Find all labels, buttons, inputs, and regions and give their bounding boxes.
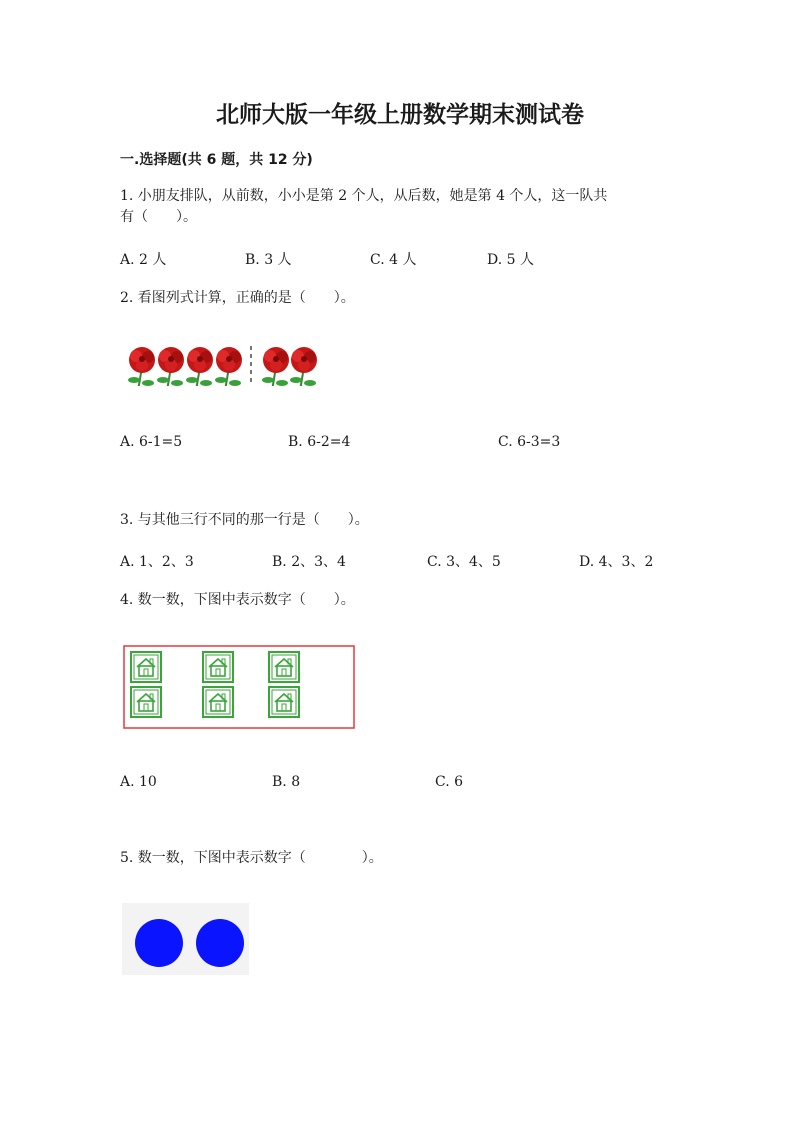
- blue-circle-icon: [196, 919, 244, 967]
- page-title: 北师大版一年级上册数学期末测试卷: [216, 102, 584, 128]
- house-icon: [269, 687, 299, 717]
- house-icon: [203, 687, 233, 717]
- question-4-option-b: B. 8: [272, 774, 301, 790]
- red-flower-icon: [215, 347, 242, 386]
- question-3-option-c: C. 3、4、5: [427, 554, 501, 570]
- question-4-text: 4. 数一数，下图中表示数字（ ）。: [120, 592, 355, 608]
- red-flower-icon: [262, 347, 289, 386]
- question-1-option-b: B. 3 人: [245, 252, 292, 268]
- question-1-option-c: C. 4 人: [370, 252, 417, 268]
- question-5-text: 5. 数一数，下图中表示数字（ ）。: [120, 850, 383, 866]
- circles-figure: [122, 903, 249, 975]
- red-flower-icon: [186, 347, 213, 386]
- red-flower-icon: [128, 347, 155, 386]
- question-1-option-a: A. 2 人: [120, 252, 167, 268]
- question-4-option-a: A. 10: [120, 774, 157, 790]
- house-icon: [269, 652, 299, 682]
- question-4-option-c: C. 6: [435, 774, 464, 790]
- flowers-figure: [122, 342, 328, 386]
- question-2-option-c: C. 6-3=3: [498, 434, 561, 450]
- houses-figure: [123, 645, 355, 729]
- question-2-option-b: B. 6-2=4: [288, 434, 351, 450]
- red-flower-icon: [290, 347, 317, 386]
- question-2-option-a: A. 6-1=5: [120, 434, 183, 450]
- question-1-option-d: D. 5 人: [487, 252, 534, 268]
- blue-circle-icon: [135, 919, 183, 967]
- red-flower-icon: [157, 347, 184, 386]
- question-3-option-d: D. 4、3、2: [579, 554, 654, 570]
- question-1-text-cont: 有（ ）。: [120, 209, 197, 225]
- question-1-text: 1. 小朋友排队，从前数，小小是第 2 个人，从后数，她是第 4 个人，这一队共: [120, 188, 608, 204]
- question-3-option-b: B. 2、3、4: [272, 554, 346, 570]
- question-2-text: 2. 看图列式计算，正确的是（ ）。: [120, 290, 355, 306]
- house-icon: [131, 652, 161, 682]
- question-3-option-a: A. 1、2、3: [120, 554, 194, 570]
- house-icon: [203, 652, 233, 682]
- section-heading: 一.选择题(共 6 题，共 12 分): [120, 152, 313, 168]
- question-3-text: 3. 与其他三行不同的那一行是（ ）。: [120, 512, 369, 528]
- house-icon: [131, 687, 161, 717]
